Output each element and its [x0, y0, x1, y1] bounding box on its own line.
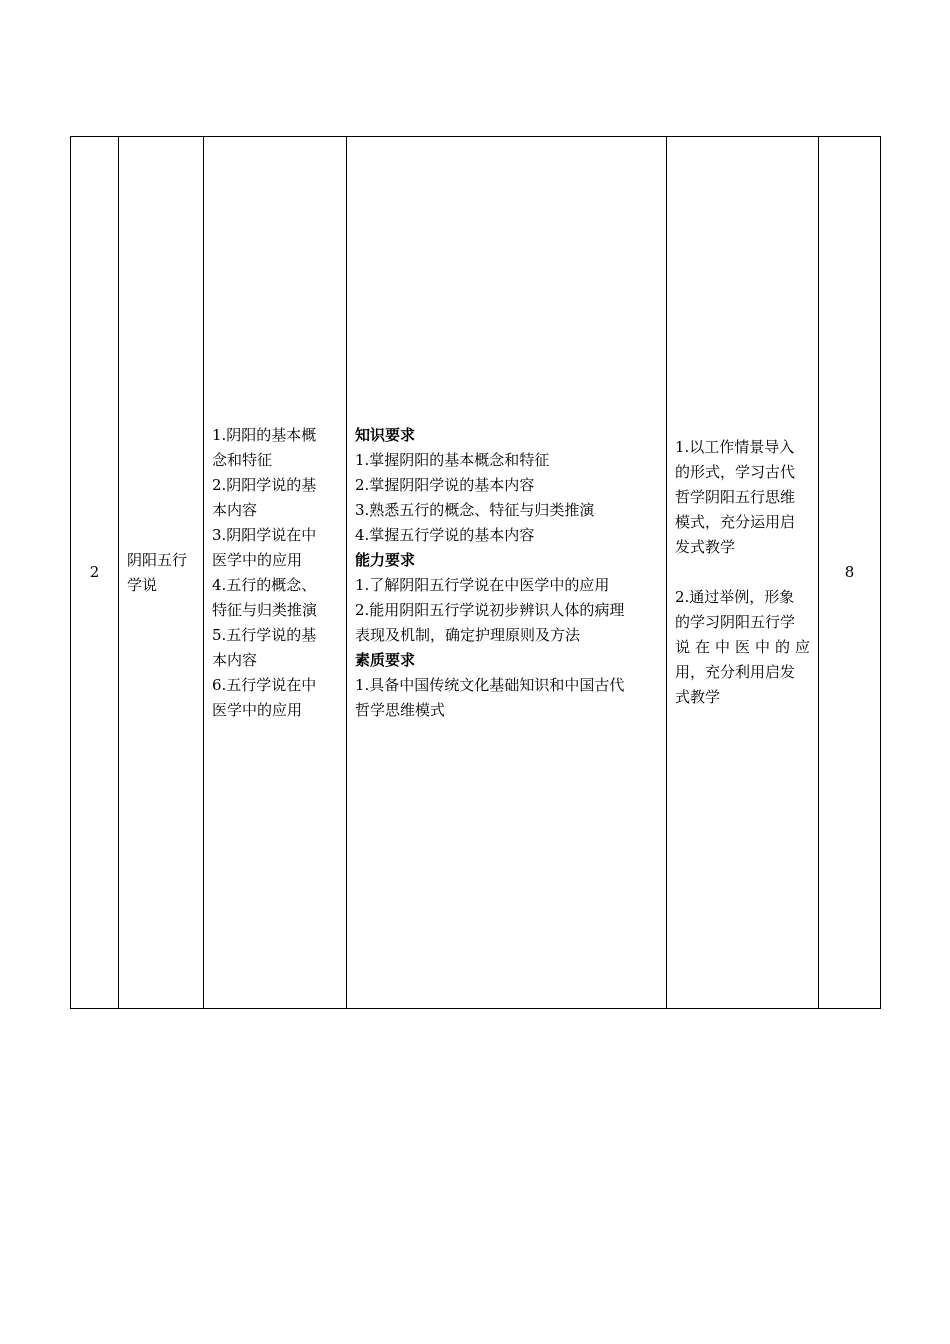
method-paragraph-1	[675, 435, 810, 560]
content-line: 5.五行学说的基	[212, 625, 317, 644]
content-line: 本内容	[212, 500, 258, 519]
content-line: 4.五行的概念、	[212, 575, 317, 594]
method-line: 用，充分利用启发	[675, 663, 796, 681]
knowledge-line: 3.熟悉五行的概念、特征与归类推演	[355, 500, 595, 519]
class-hours-cell	[819, 137, 881, 1009]
method-line: 发式教学	[675, 538, 736, 556]
quality-heading: 素质要求	[355, 650, 416, 669]
class-hours: 8	[844, 563, 855, 581]
content-line: 本内容	[212, 650, 258, 669]
teaching-content-cell	[204, 137, 347, 1009]
knowledge-line: 1.掌握阴阳的基本概念和特征	[355, 450, 550, 469]
content-line: 医学中的应用	[212, 550, 303, 569]
knowledge-line: 2.掌握阴阳学说的基本内容	[355, 475, 535, 494]
content-line: 医学中的应用	[212, 700, 303, 719]
teaching-requirements-cell	[347, 137, 667, 1009]
knowledge-line: 4.掌握五行学说的基本内容	[355, 525, 535, 544]
method-line: 哲学阴阳五行思维	[675, 488, 796, 506]
row-number: 2	[89, 563, 100, 581]
content-line: 念和特征	[212, 450, 273, 469]
ability-line: 2.能用阴阳五行学说初步辨识人体的病理	[355, 600, 625, 619]
method-line: 说在中医中的应	[675, 638, 810, 656]
method-paragraph-2	[675, 585, 810, 710]
content-line: 1.阴阳的基本概	[212, 425, 317, 444]
content-line: 2.阴阳学说的基	[212, 475, 317, 494]
method-line: 的形式，学习古代	[675, 463, 796, 481]
syllabus-table	[70, 136, 881, 1009]
quality-line: 1.具备中国传统文化基础知识和中国古代	[355, 675, 625, 694]
ability-line: 表现及机制，确定护理原则及方法	[355, 625, 581, 644]
method-line: 2.通过举例，形象	[675, 588, 795, 606]
knowledge-heading: 知识要求	[355, 425, 416, 444]
unit-title-cell	[119, 137, 204, 1009]
content-line: 特征与归类推演	[212, 600, 318, 619]
unit-title-line: 学说	[127, 575, 158, 594]
content-line: 6.五行学说在中	[212, 675, 317, 694]
method-line: 模式，充分运用启	[675, 513, 796, 531]
unit-title-line: 阴阳五行	[127, 550, 188, 569]
method-line: 1.以工作情景导入	[675, 438, 795, 456]
ability-heading: 能力要求	[355, 550, 416, 569]
content-line: 3.阴阳学说在中	[212, 525, 317, 544]
teaching-method-cell	[667, 137, 819, 1009]
table-row	[71, 137, 881, 1009]
ability-line: 1.了解阴阳五行学说在中医学中的应用	[355, 575, 610, 594]
method-line: 式教学	[675, 688, 721, 706]
method-line: 的学习阴阳五行学	[675, 613, 796, 631]
quality-line: 哲学思维模式	[355, 700, 446, 719]
row-number-cell	[71, 137, 119, 1009]
